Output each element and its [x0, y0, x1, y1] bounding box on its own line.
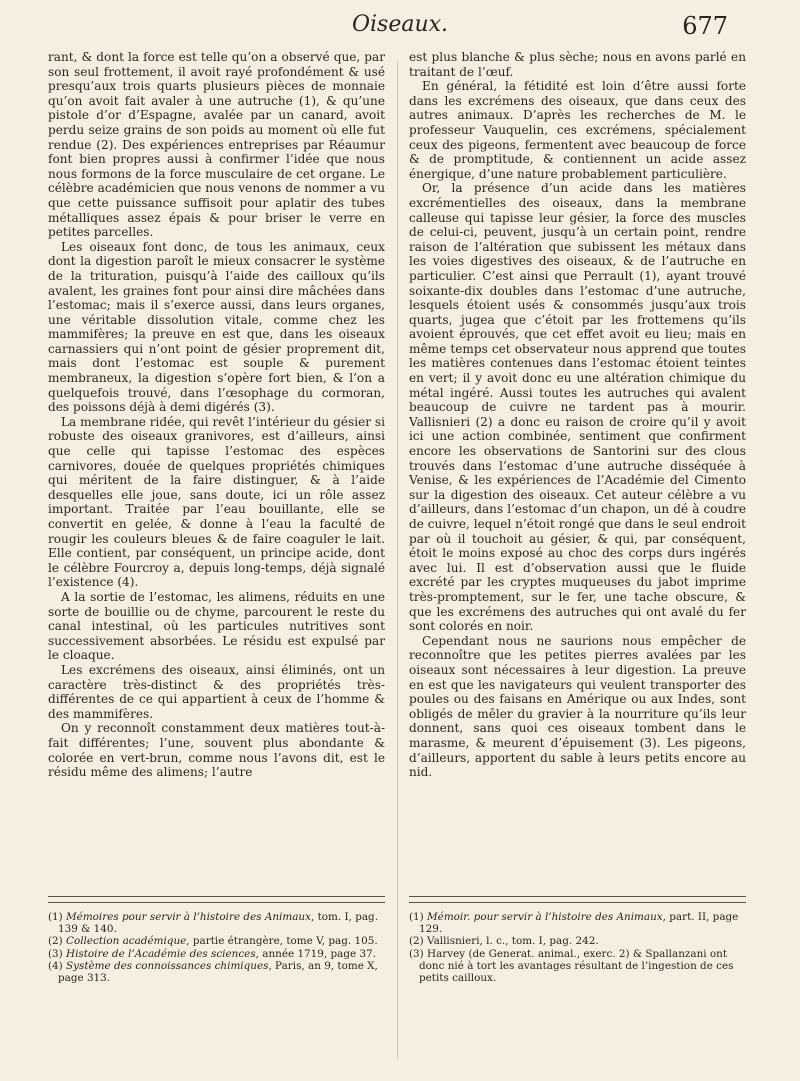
page-header: [0, 8, 800, 48]
footnotes-left: [48, 896, 385, 984]
right-column: [409, 50, 746, 780]
running-title: Oiseaux.: [351, 12, 449, 37]
paragraph: En général, la fétidité est loin d’être aussi forte dans les excrémens des oiseaux, que dans ceux des autres animaux. D’après les recherches de M. le professeur Vauquelin, ces excrémens, spécialement ceux des pigeons, fermentent avec beaucoup de force & de promptitude, & contiennent un acide assez énergique, d’une nature probablement particulière.: [409, 79, 746, 181]
paragraph: rant, & dont la force est telle qu’on a observé que, par son seul frottement, il avoit rayé profondément & usé presqu’aux trois quarts plusieurs pièces de monnaie qu’on avoit fait avaler à une autruche (1), & qu’une pistole d’or d’Espagne, avalée par un canard, avoit perdu seize grains de son poids au moment où elle fut rendue (2). Des expériences entreprises par Réaumur font bien propres aussi à confirmer l’idée que nous nous formons de la force musculaire de cet organe. Le célèbre académicien que nous venons de nommer a vu que cette puissance suffisoit pour aplatir des tubes métalliques assez épais & pour briser le verre en petites parcelles.: [48, 50, 385, 240]
footnotes-right: [409, 896, 746, 984]
paragraph: Cependant nous ne saurions nous empêcher de reconnoître que les petites pierres avalées par les oiseaux sont nécessaires à leur digestion. La preuve en est que les navigateurs qui veulent transporter des poules ou des faisans en Amérique ou aux Indes, sont obligés de mêler du gravier à la nourriture qu’ils leur donnent, sans quoi ces oiseaux tombent dans le marasme, & meurent d’épuisement (3). Les pigeons, d’ailleurs, apportent du sable à leurs petits encore au nid.: [409, 633, 746, 780]
page-number: 677: [682, 12, 728, 40]
footnote: (3) Harvey (de Generat. animal., exerc. 2) & Spallanzani ont donc nié à tort les avantages résultant de l’ingestion de ces petits cailloux.: [409, 947, 734, 985]
left-column: [48, 50, 385, 780]
paragraph: Les oiseaux font donc, de tous les animaux, ceux dont la digestion paroît le mieux consacrer le système de la trituration, puisqu’à l’aide des cailloux qu’ils avalent, les graines font pour ainsi dire mâchées dans l’estomac; mais il s’exerce aussi, dans leurs organes, une véritable dissolution vitale, comme chez les mammifères; la preuve en est que, dans les oiseaux carnassiers qui n’ont point de gésier proprement dit, mais dont l’estomac est souple & purement membraneux, la digestion s’opère fort bien, & l’on a quelquefois trouvé, dans l’œsophage du cormoran, des poissons déjà à demi digérés (3).: [48, 239, 385, 415]
paragraph: On y reconnoît constamment deux matières tout-à-fait différentes; l’une, souvent plus abondante & colorée en vert-brun, comme nous l’avons dit, est le résidu même des alimens; l’autre: [48, 721, 385, 780]
paragraph: A la sortie de l’estomac, les alimens, réduits en une sorte de bouillie ou de chyme, parcourent le reste du canal intestinal, où les particules nutritives sont successivement absorbées. Le résidu est expulsé par le cloaque.: [48, 589, 385, 663]
paragraph: Les excrémens des oiseaux, ainsi éliminés, ont un caractère très-distinct & des propriétés très-différentes de ce qui appartient à ceux de l’homme & des mammifères.: [48, 662, 385, 721]
footnote: (2) Collection académique, partie étrangère, tome V, pag. 105.: [48, 935, 378, 948]
footnote: (4) Système des connoissances chimiques, Paris, an 9, tome X, page 313.: [48, 959, 378, 985]
column-divider: [397, 60, 398, 1060]
footnote: (3) Histoire de l’Académie des sciences, année 1719, page 37.: [48, 947, 376, 960]
paragraph: est plus blanche & plus sèche; nous en avons parlé en traitant de l’œuf.: [409, 50, 746, 79]
footnote: (2) Vallisnieri, l. c., tom. I, pag. 242.: [409, 935, 599, 948]
paragraph: Or, la présence d’un acide dans les matières excrémentielles des oiseaux, dans la membrane calleuse qui tapisse leur gésier, la force des muscles de celui-ci, peuvent, jusqu’à un certain point, rendre raison de l’altération que subissent les métaux dans les voies digestives des oiseaux, & de l’autruche en particulier. C’est ainsi que Perrault (1), ayant trouvé soixante-dix doubles dans l’estomac d’une autruche, lesquels étoient usés & consommés jusqu’aux trois quarts, jugea que c’étoit par les frottemens qu’ils avoient éprouvés, que cet effet avoit eu lieu; mais en même temps cet observateur nous apprend que toutes les matières contenues dans l’estomac étoient teintes en vert; il y avoit donc eu une altération chimique du métal ingéré. Aussi toutes les autruches qui avalent beaucoup de cuivre ne tardent pas à mourir. Vallisnieri (2) a donc eu raison de croire qu’il y avoit ici une action combinée, sentiment que confirment encore les observations de Santorini sur des clous trouvés dans l’estomac d’une autruche disséquée à Venise, & les expériences de l’Académie del Cimento sur la digestion des oiseaux. Cet auteur célèbre a vu d’ailleurs, dans l’estomac d’un chapon, un dé à coudre de cuivre, lequel n’étoit rongé que dans le seul endroit par où il touchoit au gésier, & qui, par conséquent, étoit le moins exposé au choc des corps durs ingérés avec lui. Il est d’observation aussi que le fluide excrété par les cryptes muqueuses du jabot imprime très-promptement, sur le fer, une tache obscure, & que les excrémens des autruches qui ont avalé du fer sont colorés en noir.: [409, 181, 746, 634]
paragraph: La membrane ridée, qui revêt l’intérieur du gésier si robuste des oiseaux granivores, est d’ailleurs, ainsi que celle qui tapisse l’estomac des espèces carnivores, douée de quelques propriétés chimiques qui méritent de la faire distinguer, & à l’aide desquelles elle joue, sans doute, ici un rôle assez important. Traitée par l’eau bouillante, elle se convertit en gelée, & donne à l’eau la faculté de rougir les couleurs bleues & de faire coaguler le lait. Elle contient, par conséquent, un principe acide, dont le célèbre Fourcroy a, depuis long-temps, déjà signalé l’existence (4).: [48, 414, 385, 590]
footnote: (1) Mémoires pour servir à l’histoire des Animaux, tom. I, pag. 139 & 140.: [48, 911, 378, 936]
footnote: (1) Mémoir. pour servir à l’histoire des Animaux, part. II, page 129.: [409, 911, 739, 936]
